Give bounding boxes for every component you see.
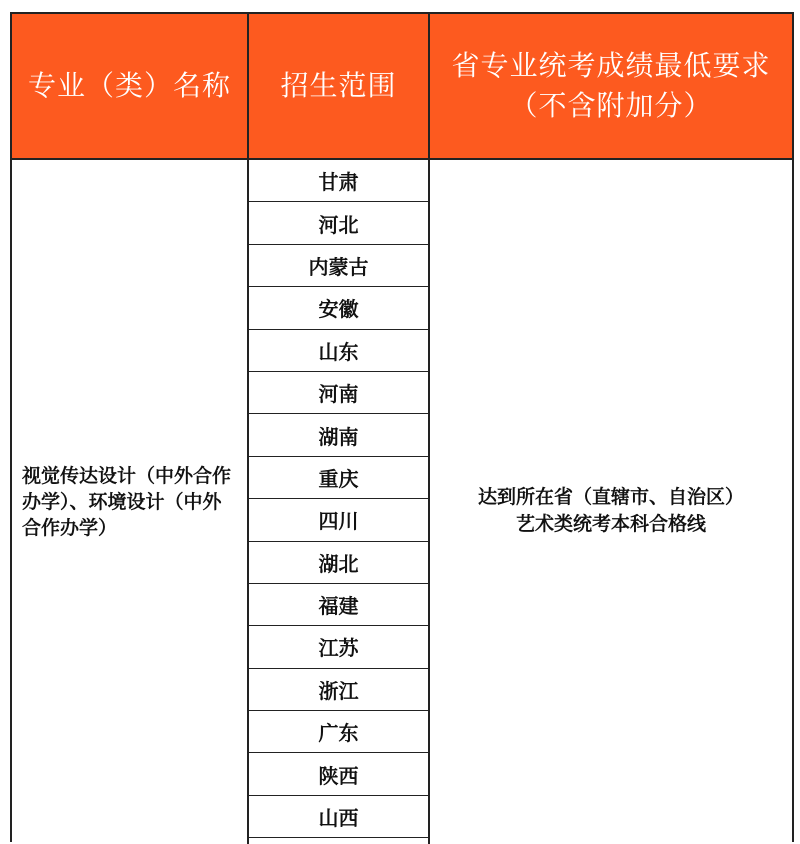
region-cell: 重庆 (249, 457, 428, 499)
header-major: 专业（类）名称 (12, 14, 249, 158)
region-cell: 山东 (249, 330, 428, 372)
region-cell: 甘肃 (249, 160, 428, 202)
region-cell: 河南 (249, 372, 428, 414)
region-cell: 安徽 (249, 287, 428, 329)
table-header (12, 14, 792, 160)
requirement-line2: 艺术类统考本科合格线 (515, 513, 706, 535)
region-cell: 内蒙古 (249, 245, 428, 287)
region-cell: 江苏 (249, 626, 428, 668)
region-cell: 四川 (249, 499, 428, 541)
region-column (249, 160, 430, 844)
region-cell: 河北 (249, 202, 428, 244)
region-cell: 福建 (249, 584, 428, 626)
requirement-line1: 达到所在省（直辖市、自治区） (477, 486, 744, 508)
table-body (12, 160, 792, 844)
major-cell (12, 160, 249, 844)
header-region: 招生范围 (249, 14, 430, 158)
admission-table (10, 12, 794, 842)
region-cell: 山西 (249, 796, 428, 838)
region-cell: 湖北 (249, 542, 428, 584)
region-cell: 湖南 (249, 414, 428, 456)
header-requirement-line1: 省专业统考成绩最低要求 (451, 49, 771, 82)
region-cell: 广东 (249, 711, 428, 753)
requirement-cell (430, 160, 792, 844)
region-cell: 浙江 (249, 669, 428, 711)
region-cell: 陕西 (249, 753, 428, 795)
major-name: 视觉传达设计（中外合作办学）、环境设计（中外合作办学） (22, 465, 232, 539)
header-requirement-line2: （不含附加分） (509, 89, 713, 122)
header-requirement (430, 14, 792, 158)
